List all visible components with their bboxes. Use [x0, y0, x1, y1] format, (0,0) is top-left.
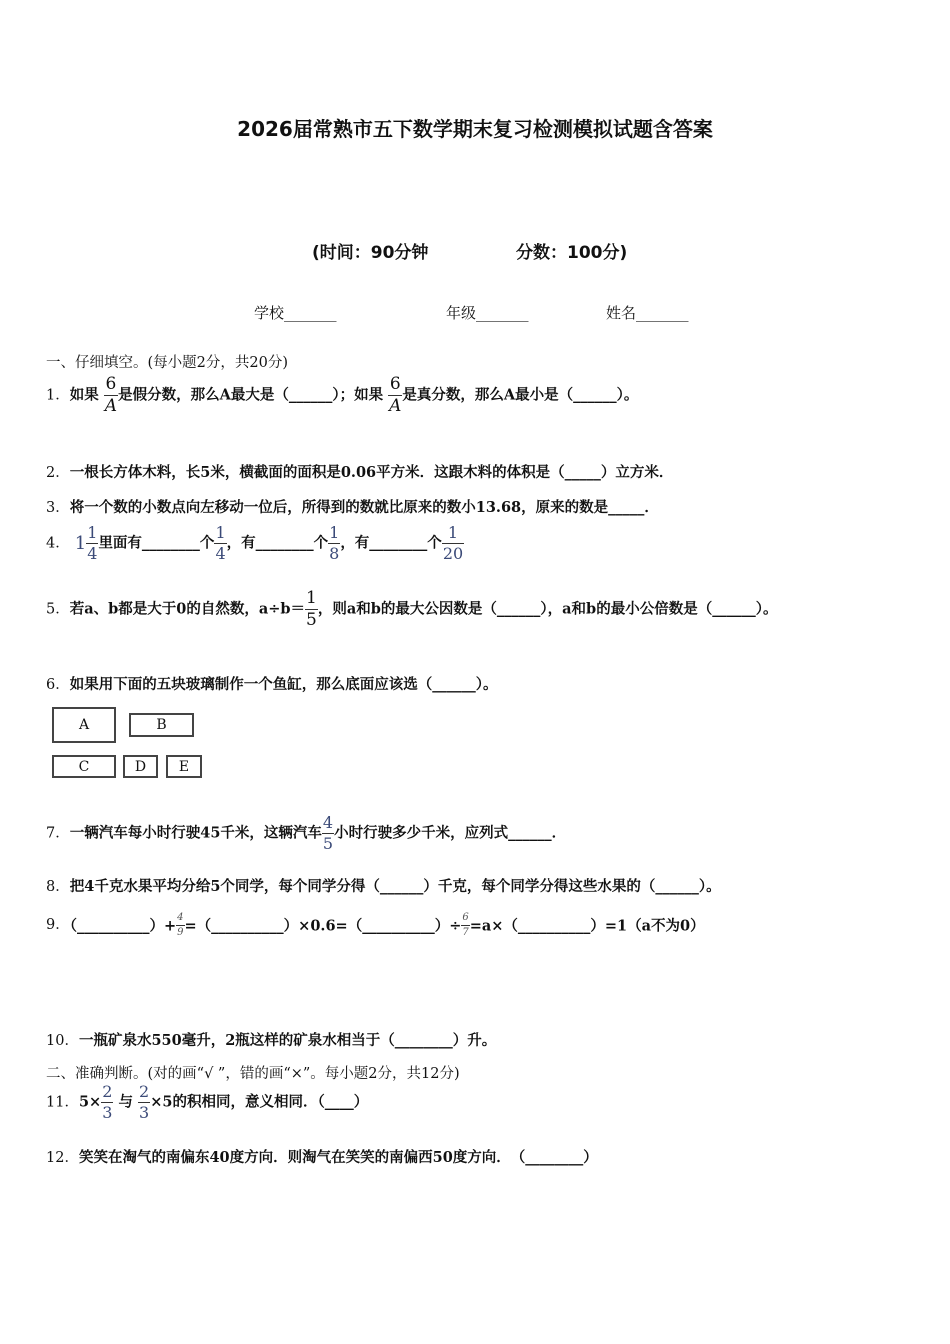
q1-fraction-2: $\frac{6}{A}$	[389, 374, 402, 416]
glass-panel-d: D	[123, 755, 158, 778]
glass-panel-b: B	[129, 713, 194, 737]
question-3: 3．将一个数的小数点向左移动一位后，所得到的数就比原来的数小13.68，原来的数是_____．	[46, 499, 659, 516]
q7-fraction: $\frac{4}{5}$	[322, 813, 334, 853]
question-12: 12．笑笑在淘气的南偏东40度方向．则淘气在笑笑的南偏西50度方向． （________）	[46, 1149, 598, 1166]
question-5: 5．若a、b都是大于0的自然数，a÷b＝ $\frac{1}{5}$ ，则a和b的最大公因数是（______），a和b的最小公倍数是（______）。	[46, 588, 778, 630]
q9-fraction-1: $\frac{4}{9}$	[177, 912, 184, 938]
question-6: 6．如果用下面的五块玻璃制作一个鱼缸，那么底面应该选（______）。	[46, 676, 498, 693]
q9-fraction-2: $\frac{6}{7}$	[462, 912, 469, 938]
question-8: 8．把4千克水果平均分给5个同学，每个同学分得（______）千克，每个同学分得这些水果的（______）。	[46, 878, 721, 895]
question-9: 9．（__________）+ $\frac{4}{9}$ =（__________）×0.6=（__________）÷ $\frac{6}{7}$ =a×（__________）=1（a不为0）	[46, 912, 705, 938]
question-1	[46, 376, 638, 415]
q11-fraction-1: $\frac{2}{3}$	[102, 1082, 113, 1122]
exam-score: 分数：100分)	[516, 243, 628, 263]
glass-panel-e: E	[166, 755, 202, 778]
question-2: 2．一根长方体木料，长5米，横截面的面积是0.06平方米．这跟木料的体积是（_____）立方米．	[46, 464, 674, 481]
name-field: 姓名_______	[606, 304, 689, 322]
q5-fraction: $\frac{1}{5}$	[306, 588, 317, 630]
q1-text-c: 是真分数，那么A最小是（______）。	[402, 386, 639, 404]
q1-text-b: 是假分数，那么A最大是（______）；如果	[118, 386, 384, 404]
question-7: 7．一辆汽车每小时行驶45千米，这辆汽车 $\frac{4}{5}$ 小时行驶多少千米，应列式______．	[46, 813, 567, 853]
q4-fraction-3: $\frac{1}{8}$	[329, 523, 340, 563]
q1-number: 1．	[46, 387, 70, 404]
glass-panel-a: A	[52, 707, 116, 743]
section-2-heading: 二、准确判断。(对的画“√ ”，错的画“×”。每小题2分，共12分)	[46, 1066, 460, 1082]
question-4: 4． 1 $\frac{1}{4}$ 里面有________个 $\frac{1}{4}$ ，有________个 $\frac{1}{8}$ ，有________个 $\frac{1}{20}$	[46, 523, 464, 563]
q4-fraction-2: $\frac{1}{4}$	[215, 523, 226, 563]
question-11: 11．5× $\frac{2}{3}$ 与 $\frac{2}{3}$ ×5的积相同，意义相同．（____）	[46, 1082, 369, 1122]
question-10: 10．一瓶矿泉水550毫升，2瓶这样的矿泉水相当于（________）升。	[46, 1032, 497, 1049]
page-title: 2026届常熟市五下数学期末复习检测模拟试题含答案	[237, 117, 713, 141]
exam-time: (时间：90分钟	[312, 243, 429, 263]
school-field: 学校_______	[254, 304, 337, 322]
glass-panel-c: C	[52, 755, 116, 778]
q4-fraction-4: $\frac{1}{20}$	[442, 523, 464, 563]
q1-fraction-1: $\frac{6}{A}$	[104, 374, 118, 416]
q4-whole: 1	[74, 533, 87, 554]
section-1-heading: 一、仔细填空。(每小题2分，共20分)	[46, 355, 288, 371]
grade-field: 年级_______	[446, 304, 529, 322]
q1-text-a: 如果	[69, 386, 99, 404]
q4-fraction-1: $\frac{1}{4}$	[87, 523, 98, 563]
q11-fraction-2: $\frac{2}{3}$	[139, 1082, 150, 1122]
